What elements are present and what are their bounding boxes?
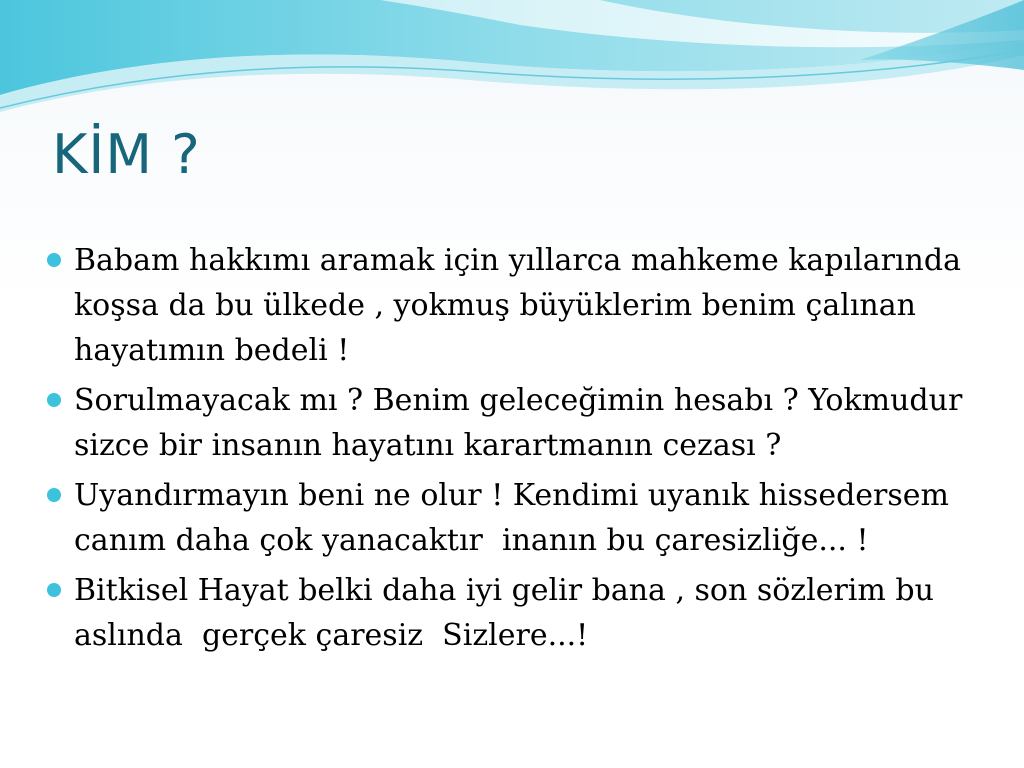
bullet-text: Sorulmayacak mı ? Benim geleceğimin hesabı ? Yokmudur sizce bir insanın hayatını karartmanın cezası ? [74,383,972,463]
slide-title: KİM ? [52,123,201,186]
bullet-item [44,568,1004,658]
bullet-list [44,238,1004,663]
bullet-item [44,473,1004,563]
bullet-dot-icon [47,583,61,597]
bullet-item [44,238,1004,373]
bullet-item [44,378,1004,468]
bullet-text: Bitkisel Hayat belki daha iyi gelir bana , son sözlerim bu aslında gerçek çaresiz Sizlere...! [74,573,944,653]
bullet-text: Uyandırmayın beni ne olur ! Kendimi uyanık hissedersem canım daha çok yanacaktır inanın bu çaresizliğe... ! [74,478,959,558]
bullet-dot-icon [47,488,61,502]
bullet-text: Babam hakkımı aramak için yıllarca mahkeme kapılarında koşsa da bu ülkede , yokmuş büyüklerim benim çalınan hayatımın bedeli ! [74,243,971,368]
bullet-dot-icon [47,253,61,267]
header-wave-decoration [0,0,1024,130]
bullet-dot-icon [47,393,61,407]
